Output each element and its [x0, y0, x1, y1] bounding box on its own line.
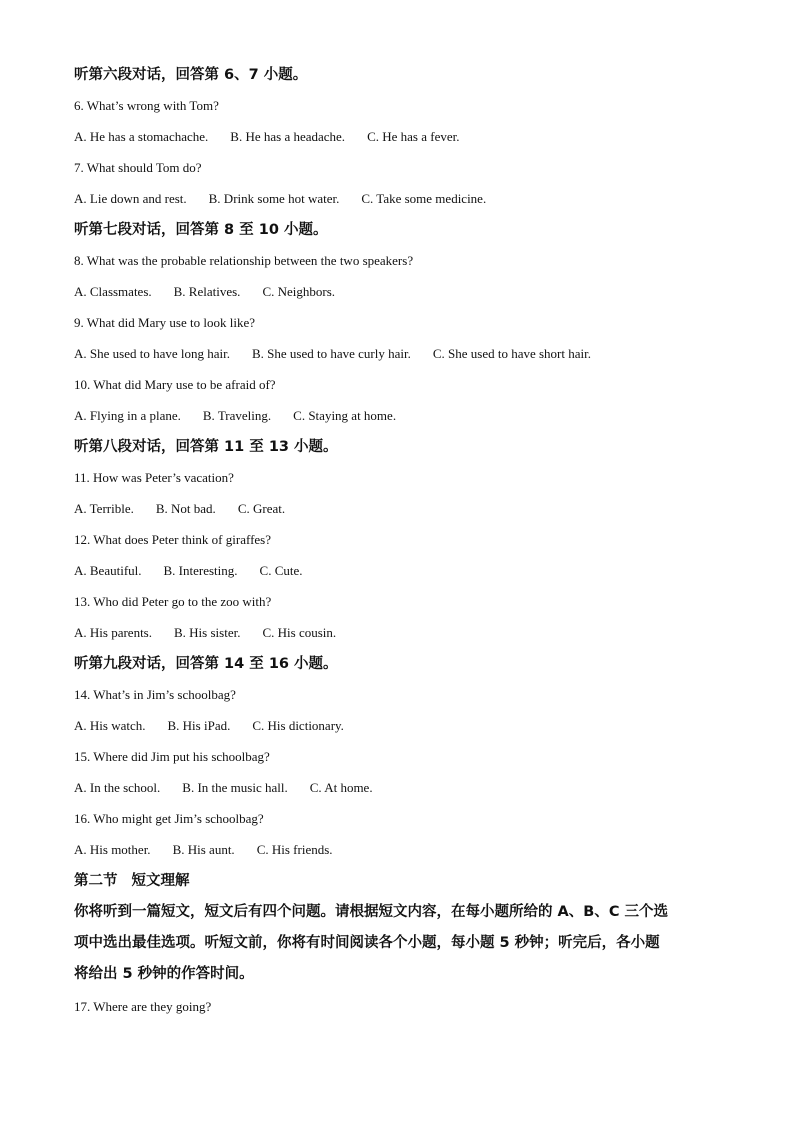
question-text: 11. How was Peter’s vacation? — [74, 470, 234, 485]
question-text: 12. What does Peter think of giraffes? — [74, 532, 271, 547]
answer-option: C. Cute. — [259, 563, 303, 578]
question-text: 15. Where did Jim put his schoolbag? — [74, 749, 270, 764]
answer-option: A. His mother. — [74, 842, 151, 857]
answer-option: B. In the music hall. — [182, 780, 288, 795]
dialogue-heading: 听第七段对话，回答第 8 至 10 小题。 — [74, 222, 328, 238]
answer-option: C. Take some medicine. — [361, 191, 487, 206]
section-two-instructions — [74, 897, 734, 990]
answer-option: B. His iPad. — [167, 718, 231, 733]
answer-option: B. His aunt. — [172, 842, 235, 857]
instruction-line: 将给出 5 秒钟的作答时间。 — [74, 966, 254, 982]
answer-option: A. He has a stomachache. — [74, 129, 209, 144]
answer-option: A. Flying in a plane. — [74, 408, 181, 423]
answer-options — [74, 126, 734, 157]
answer-option: B. He has a headache. — [230, 129, 346, 144]
exam-page — [74, 64, 734, 1027]
answer-option: A. Terrible. — [74, 501, 134, 516]
answer-option: B. Drink some hot water. — [208, 191, 340, 206]
question-text: 8. What was the probable relationship between the two speakers? — [74, 253, 414, 268]
answer-option: A. His watch. — [74, 718, 146, 733]
answer-option: C. His dictionary. — [252, 718, 344, 733]
answer-option: A. Lie down and rest. — [74, 191, 187, 206]
dialogue-heading: 听第六段对话，回答第 6、7 小题。 — [74, 67, 308, 83]
answer-options — [74, 188, 734, 219]
section-number: 第二节 — [74, 873, 118, 889]
answer-options — [74, 622, 734, 653]
instruction-line: 项中选出最佳选项。听短文前，你将有时间阅读各个小题，每小题 5 秒钟；听完后，各小题 — [74, 935, 660, 951]
answer-option: B. She used to have curly hair. — [251, 346, 411, 361]
answer-option: C. Staying at home. — [293, 408, 397, 423]
question-17: 17. Where are they going? — [74, 999, 212, 1014]
answer-option: B. Interesting. — [163, 563, 238, 578]
dialogue-heading: 听第八段对话，回答第 11 至 13 小题。 — [74, 439, 338, 455]
answer-option: C. At home. — [309, 780, 373, 795]
answer-options — [74, 343, 734, 374]
answer-option: A. His parents. — [74, 625, 152, 640]
answer-option: C. She used to have short hair. — [432, 346, 591, 361]
answer-option: A. Classmates. — [74, 284, 152, 299]
answer-option: A. She used to have long hair. — [74, 346, 230, 361]
answer-options — [74, 777, 734, 808]
answer-option: B. Traveling. — [202, 408, 272, 423]
answer-option: C. Great. — [237, 501, 286, 516]
question-text: 6. What’s wrong with Tom? — [74, 98, 219, 113]
question-groups — [74, 64, 734, 870]
question-text: 7. What should Tom do? — [74, 160, 202, 175]
answer-options — [74, 839, 734, 870]
answer-option: B. Relatives. — [173, 284, 241, 299]
answer-option: C. Neighbors. — [262, 284, 336, 299]
answer-options — [74, 405, 734, 436]
instruction-line: 你将听到一篇短文，短文后有四个问题。请根据短文内容，在每小题所给的 A、B、C 三个选 — [74, 904, 669, 920]
answer-option: B. Not bad. — [155, 501, 216, 516]
answer-option: B. His sister. — [174, 625, 241, 640]
answer-option: C. His cousin. — [262, 625, 337, 640]
answer-options — [74, 715, 734, 746]
answer-option: C. His friends. — [256, 842, 333, 857]
answer-option: A. Beautiful. — [74, 563, 142, 578]
question-text: 13. Who did Peter go to the zoo with? — [74, 594, 272, 609]
section-name: 短文理解 — [131, 873, 190, 889]
answer-option: C. He has a fever. — [367, 129, 460, 144]
dialogue-heading: 听第九段对话，回答第 14 至 16 小题。 — [74, 656, 338, 672]
answer-options — [74, 281, 734, 312]
question-text: 9. What did Mary use to look like? — [74, 315, 256, 330]
answer-option: A. In the school. — [74, 780, 161, 795]
answer-options — [74, 498, 734, 529]
question-text: 10. What did Mary use to be afraid of? — [74, 377, 276, 392]
question-text: 16. Who might get Jim’s schoolbag? — [74, 811, 264, 826]
answer-options — [74, 560, 734, 591]
question-text: 14. What’s in Jim’s schoolbag? — [74, 687, 236, 702]
